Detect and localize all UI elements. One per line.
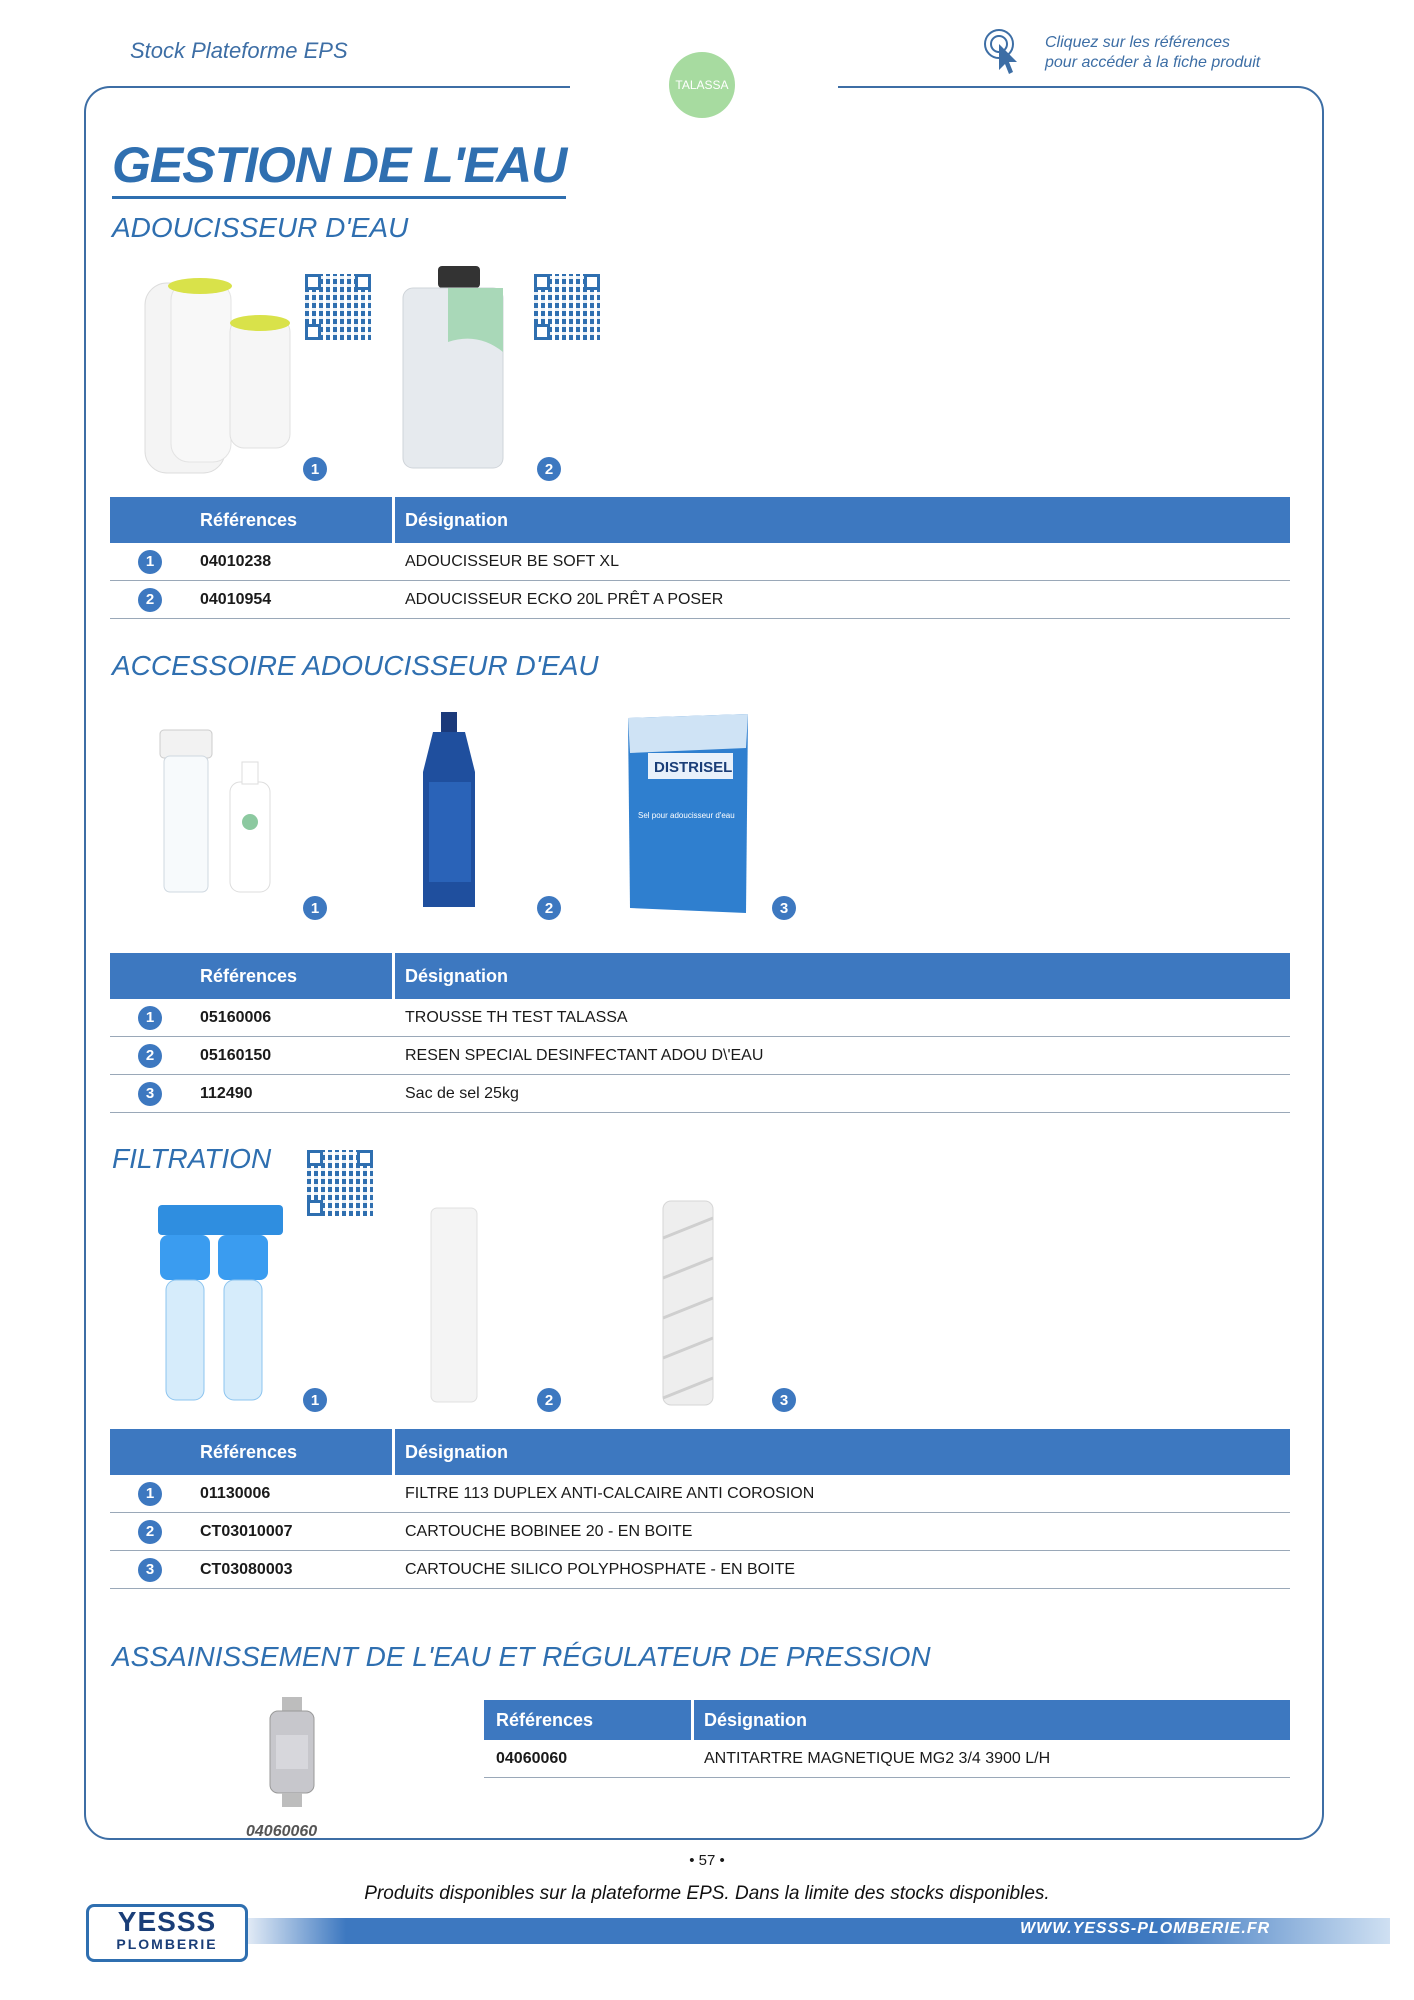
reference-link[interactable]: 05160150 xyxy=(200,1046,272,1064)
product-image-resen[interactable] xyxy=(415,712,485,917)
table-row[interactable] xyxy=(110,1075,1290,1113)
designation: CARTOUCHE SILICO POLYPHOSPHATE - EN BOITE xyxy=(405,1560,796,1578)
reference-link[interactable]: 04010238 xyxy=(200,552,272,570)
website-link[interactable]: WWW.YESSS-PLOMBERIE.FR xyxy=(1020,1920,1271,1937)
qr-code-icon[interactable] xyxy=(534,274,600,340)
distrisel-sub-label: Sel pour adoucisseur d'eau xyxy=(638,811,735,820)
section-title-accessoire: ACCESSOIRE ADOUCISSEUR D'EAU xyxy=(112,650,599,681)
header-hint: Cliquez sur les références pour accéder à la fiche produit xyxy=(1045,34,1261,71)
product-image-ecko[interactable] xyxy=(398,262,518,477)
product-image-antitartre[interactable] xyxy=(262,1695,322,1815)
product-image-cartouche-bobinee[interactable] xyxy=(428,1205,480,1410)
product-table-accessoire xyxy=(110,953,1290,1113)
qr-code-icon[interactable] xyxy=(307,1150,373,1216)
table-row[interactable] xyxy=(110,1513,1290,1551)
designation: ADOUCISSEUR ECKO 20L PRÊT A POSER xyxy=(405,590,724,608)
distrisel-label: DISTRISEL xyxy=(654,759,733,776)
row-number-badge: 2 xyxy=(138,1044,162,1068)
table-row[interactable] xyxy=(110,1551,1290,1589)
designation: ADOUCISSEUR BE SOFT XL xyxy=(405,552,619,570)
designation: RESEN SPECIAL DESINFECTANT ADOU D\'EAU xyxy=(405,1046,764,1064)
page-number: • 57 • xyxy=(689,1852,725,1869)
reference-link[interactable]: 112490 xyxy=(200,1084,253,1102)
table-row[interactable] xyxy=(110,543,1290,581)
table-row[interactable] xyxy=(110,1037,1290,1075)
page-title: GESTION DE L'EAU xyxy=(112,136,566,199)
table-row[interactable] xyxy=(110,581,1290,619)
designation: ANTITARTRE MAGNETIQUE MG2 3/4 3900 L/H xyxy=(704,1749,1051,1767)
row-number-badge: 2 xyxy=(138,588,162,612)
column-header-designation: Désignation xyxy=(392,1429,508,1475)
row-number-badge: 3 xyxy=(138,1082,162,1106)
product-image-be-soft[interactable] xyxy=(135,268,305,483)
row-number-badge: 3 xyxy=(138,1558,162,1582)
column-header-references: Références xyxy=(200,509,298,530)
product-image-filtre-duplex[interactable] xyxy=(148,1195,288,1420)
row-number-badge: 1 xyxy=(138,550,162,574)
reference-link[interactable]: 04060060 xyxy=(496,1749,568,1767)
section-title-assainissement: ASSAINISSEMENT DE L'EAU ET RÉGULATEUR DE PRESSION xyxy=(112,1641,931,1672)
column-header-references: Références xyxy=(200,965,298,986)
product-number-badge: 1 xyxy=(303,1388,327,1412)
click-pointer-icon xyxy=(983,28,1023,81)
product-number-badge: 1 xyxy=(303,457,327,481)
table-row[interactable] xyxy=(110,1475,1290,1513)
reference-link[interactable]: 04010954 xyxy=(200,590,272,608)
column-header-designation: Désignation xyxy=(392,497,508,543)
product-image-trousse-th[interactable] xyxy=(150,722,280,902)
table-row[interactable] xyxy=(110,999,1290,1037)
reference-link[interactable]: CT03010007 xyxy=(200,1522,293,1540)
product-table-adoucisseur xyxy=(110,497,1290,619)
qr-code-icon[interactable] xyxy=(305,274,371,340)
product-number-badge: 2 xyxy=(537,896,561,920)
designation: TROUSSE TH TEST TALASSA xyxy=(405,1008,628,1026)
product-number-badge: 2 xyxy=(537,1388,561,1412)
product-number-badge: 1 xyxy=(303,896,327,920)
product-image-sac-sel[interactable] xyxy=(618,708,758,923)
reference-link[interactable]: CT03080003 xyxy=(200,1560,293,1578)
product-table-assainissement xyxy=(484,1700,1290,1778)
designation: Sac de sel 25kg xyxy=(405,1084,519,1102)
row-number-badge: 2 xyxy=(138,1520,162,1544)
designation: FILTRE 113 DUPLEX ANTI-CALCAIRE ANTI COROSION xyxy=(405,1484,815,1502)
header-title: Stock Plateforme EPS xyxy=(130,38,348,63)
reference-link[interactable]: 05160006 xyxy=(200,1008,272,1026)
reference-link[interactable]: 01130006 xyxy=(200,1484,271,1502)
row-number-badge: 1 xyxy=(138,1482,162,1506)
product-image-cartouche-silico[interactable] xyxy=(660,1198,716,1413)
column-header-designation: Désignation xyxy=(691,1700,807,1740)
table-row[interactable] xyxy=(484,1740,1290,1778)
yesss-logo: YESSS PLOMBERIE xyxy=(86,1904,248,1962)
product-number-badge: 2 xyxy=(537,457,561,481)
image-caption: 04060060 xyxy=(246,1823,318,1840)
column-header-references: Références xyxy=(200,1441,298,1462)
designation: CARTOUCHE BOBINEE 20 - EN BOITE xyxy=(405,1522,693,1540)
product-number-badge: 3 xyxy=(772,896,796,920)
section-title-filtration: FILTRATION xyxy=(112,1143,272,1174)
section-title-adoucisseur: ADOUCISSEUR D'EAU xyxy=(112,212,409,243)
product-table-filtration xyxy=(110,1429,1290,1589)
product-number-badge: 3 xyxy=(772,1388,796,1412)
talassa-logo: TALASSA xyxy=(669,52,735,118)
column-header-references: Références xyxy=(496,1709,594,1730)
row-number-badge: 1 xyxy=(138,1006,162,1030)
footer-note: Produits disponibles sur la plateforme EPS. Dans la limite des stocks disponibles. xyxy=(364,1883,1050,1904)
column-header-designation: Désignation xyxy=(392,953,508,999)
